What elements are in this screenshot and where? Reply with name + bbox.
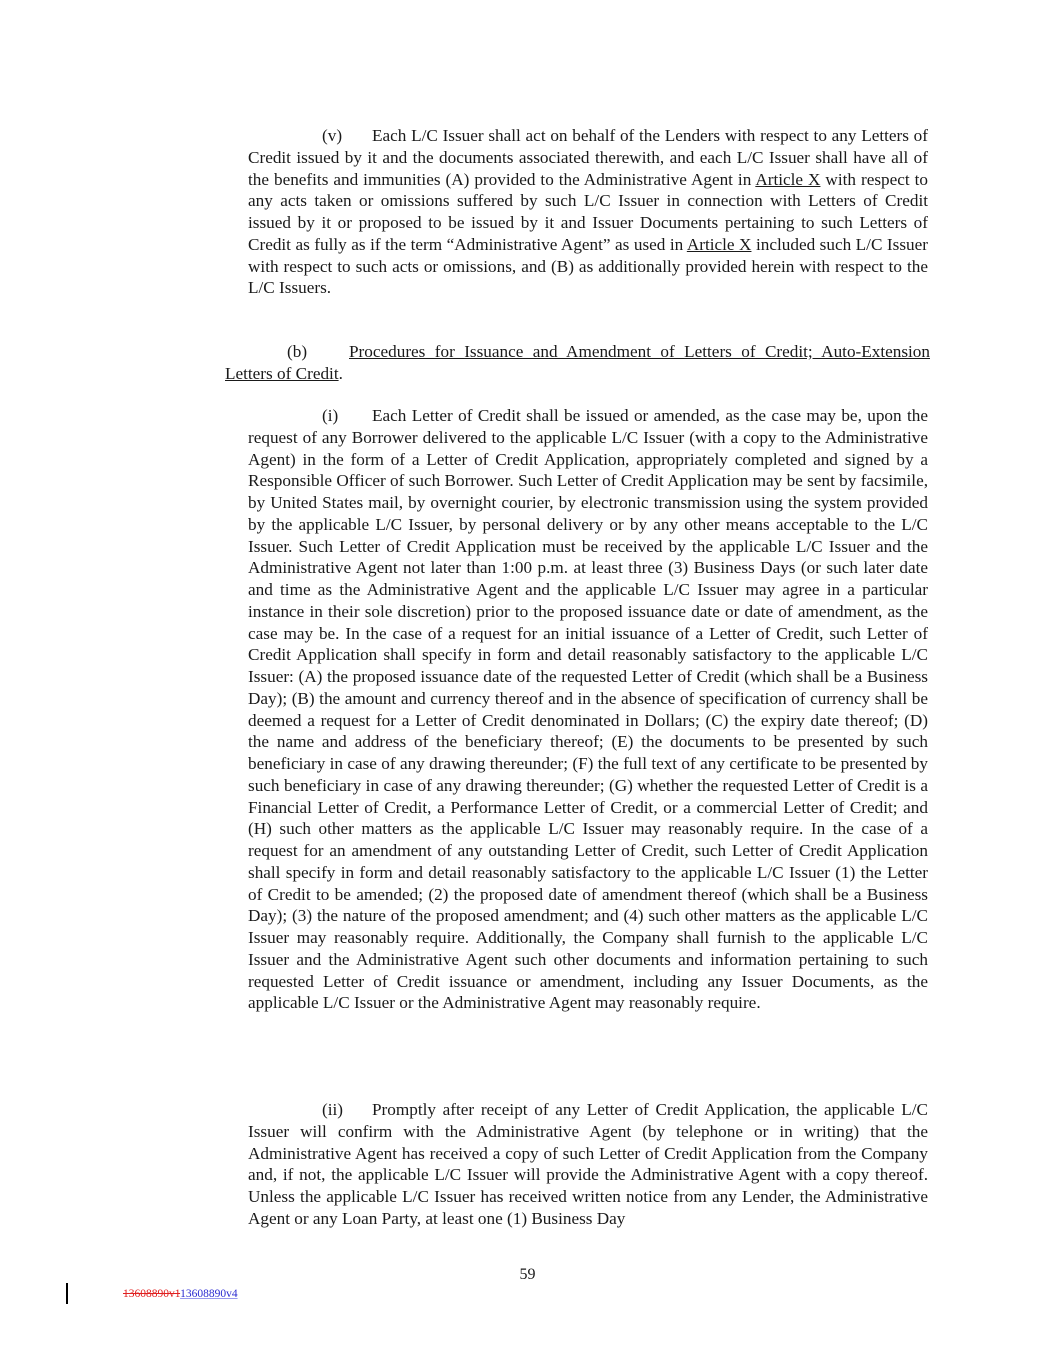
paragraph-label: (i) (322, 406, 339, 425)
section-label: (b) (287, 342, 308, 361)
change-bar (66, 1283, 68, 1304)
article-x-link: Article X (755, 169, 821, 189)
paragraph-text: included such L/C Issuer with respect to such acts or omissions, and (B) as additionally provided herein with respect to the L/C Issuers. (248, 234, 928, 298)
paragraph-ii (248, 1099, 928, 1230)
paragraph-label: (v) (322, 126, 343, 145)
section-title: Procedures for Issuance and Amendment of Letters of Credit; Auto-Extension Letters of Credit (225, 342, 930, 383)
page-number: 59 (519, 1266, 536, 1283)
document-id (123, 1288, 238, 1300)
section-title-period: . (338, 363, 343, 383)
paragraph-v (248, 125, 928, 299)
article-x-link: Article X (686, 234, 752, 254)
paragraph-i (248, 405, 928, 1014)
paragraph-text: Each L/C Issuer shall act on behalf of the Lenders with respect to any Letters of Credit issued by it and the documents associated therewith, and each L/C Issuer shall have all of the benefits and immunities (A) provided to the Administrative Agent in (248, 126, 928, 189)
paragraph-text: Promptly after receipt of any Letter of Credit Application, the applicable L/C Issuer will confirm with the Administrative Agent (by telephone or in writing) that the Administrative Agent has received a copy of such Letter of Credit Application from the Company and, if not, the applicable L/C Issuer will provide the Administrative Agent with a copy thereof. Unless the applicable L/C Issuer has received written notice from any Lender, the Administrative Agent or any Loan Party, at least one (1) Business Day (248, 1100, 928, 1228)
paragraph-label: (ii) (322, 1100, 343, 1119)
paragraph-text: Each Letter of Credit shall be issued or amended, as the case may be, upon the request of any Borrower delivered to the applicable L/C Issuer (with a copy to the Administrative Agent) in the form of a Letter of Credit Application, appropriately completed and signed by a Responsible Officer of such Borrower. Such Letter of Credit Application may be sent by facsimile, by United States mail, by overnight courier, by electronic transmission using the system provided by the applicable L/C Issuer, by personal delivery or by any other means acceptable to the L/C Issuer. Such Letter of Credit Application must be received by the applicable L/C Issuer and the Administrative Agent not later than 1:00 p.m. at least three (3) Business Days (or such later date and time as the Administrative Agent and the applicable L/C Issuer may agree in a particular instance in their sole discretion) prior to the proposed issuance date or date of amendment, as the case may be. In the case of a request for an initial issuance of a Letter of Credit, such Letter of Credit Application shall specify in form and detail reasonably satisfactory to the applicable L/C Issuer: (A) the proposed issuance date of the requested Letter of Credit (which shall be a Business Day); (B) the amount and currency thereof and in the absence of specification of currency shall be deemed a request for a Letter of Credit denominated in Dollars; (C) the expiry date thereof; (D) the name and address of the beneficiary thereof; (E) the documents to be presented by such beneficiary in case of any drawing thereunder; (F) the full text of any certificate to be presented by such beneficiary in case of any drawing thereunder; (G) whether the requested Letter of Credit is a Financial Letter of Credit, a Performance Letter of Credit, or a commercial Letter of Credit; and (H) such other matters as the applicable L/C Issuer may reasonably require. In the case of a request for an amendment of any outstanding Letter of Credit, such Letter of Credit Application shall specify in form and detail reasonably satisfactory to the applicable L/C Issuer (1) the Letter of Credit to be amended; (2) the proposed date of amendment thereof (which shall be a Business Day); (3) the nature of the proposed amendment; and (4) such other matters as the applicable L/C Issuer may reasonably require. Additionally, the Company shall furnish to the applicable L/C Issuer and the Administrative Agent such other documents and information pertaining to such requested Letter of Credit issuance or amendment, including any Issuer Documents, as the applicable L/C Issuer or the Administrative Agent may reasonably require. (248, 406, 928, 1013)
document-id-deleted: 13608890v1 (123, 1288, 181, 1300)
document-id-inserted: 13608890v4 (180, 1288, 238, 1300)
section-b-heading (225, 341, 930, 385)
paragraph-text: with respect to any acts taken or omissions suffered by such L/C Issuer in connection with Letters of Credit issued by it or proposed to be issued by it and Issuer Documents pertaining to such Letters of Credit as fully as if the term “Administrative Agent” as used in (248, 169, 928, 254)
